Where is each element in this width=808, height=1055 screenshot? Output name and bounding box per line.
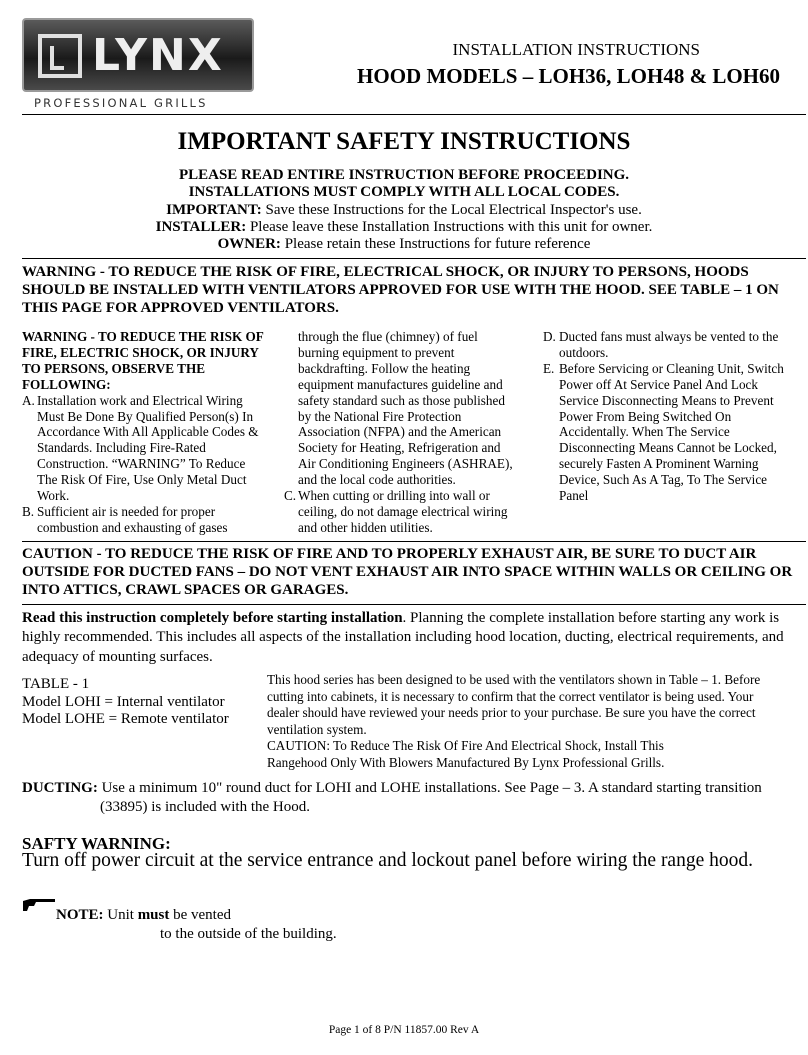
intro-line-2: INSTALLATIONS MUST COMPLY WITH ALL LOCAL CODES. bbox=[188, 184, 620, 201]
note-emphasis: must bbox=[137, 907, 170, 923]
ducting-label: DUCTING: bbox=[22, 780, 98, 796]
logo-tagline: PROFESSIONAL GRILLS bbox=[34, 96, 208, 110]
warning-main: WARNING - TO REDUCE THE RISK OF FIRE, ELECTRICAL SHOCK, OR INJURY TO PERSONS, HOODS SHOULD BE INSTALLED WITH VENTILATORS APPROVED FOR USE WITH THE HOOD. SEE TABLE – 1 ON THIS PAGE FOR APPROVED VENTILATORS. bbox=[22, 264, 779, 316]
item-label: B. bbox=[22, 503, 35, 519]
note-line-1 bbox=[56, 906, 337, 925]
table-note-caution-1: CAUTION: To Reduce The Risk Of Fire And Electrical Shock, Install This bbox=[267, 738, 664, 754]
note-label: NOTE: bbox=[56, 907, 104, 923]
logo-plate bbox=[22, 18, 254, 92]
intro-block bbox=[0, 167, 808, 253]
ducting-line-1 bbox=[22, 779, 792, 798]
item-text: Before Servicing or Cleaning Unit, Switch Power off At Service Panel And Lock Service Disconnecting Means to Prevent Power From Being Switched On Accidentally. When The Service Disconnecting Means Cannot be Locked, securely Fasten A Prominent Warning Device, Such As A Tag, To The Service Panel bbox=[559, 360, 784, 504]
column-2 bbox=[284, 329, 514, 536]
intro-line-1: PLEASE READ ENTIRE INSTRUCTION BEFORE PROCEEDING. bbox=[178, 167, 630, 183]
item-label-blank bbox=[284, 329, 298, 488]
ducting-text: Use a minimum 10" round duct for LOHI and LOHE installations. See Page – 3. A standard starting transition bbox=[97, 780, 762, 796]
divider bbox=[22, 604, 806, 605]
table-1 bbox=[22, 676, 229, 729]
table-note bbox=[267, 672, 787, 772]
safety-warning-text: Turn off power circuit at the service entrance and lockout panel before wiring the range hood. bbox=[22, 850, 753, 871]
logo-brand: LYNX bbox=[92, 30, 224, 81]
note-block bbox=[56, 906, 337, 944]
note-line-2: to the outside of the building. bbox=[160, 926, 337, 942]
divider bbox=[22, 258, 806, 259]
list-item-d bbox=[543, 329, 791, 361]
item-text: Installation work and Electrical Wiring Must Be Done By Qualified Person(s) In Accordance With All Applicable Codes & Standards. Including Fire-Rated Construction. “WARNING” To Reduce The Risk Of Fire, Use Only Metal Duct Work. bbox=[37, 392, 259, 504]
note-text: be vented bbox=[169, 907, 231, 923]
ducting-line-2: (33895) is included with the Hood. bbox=[100, 799, 310, 815]
safety-warning-heading: SAFTY WARNING: bbox=[22, 834, 171, 853]
column-3 bbox=[543, 329, 791, 504]
item-text: through the flue (chimney) of fuel burning equipment to prevent backdrafting. Follow the heating equipment manufactures guideline and safety standard such as those published by the National Fire Protection Association (NFPA) and the American Society for Heating, Refrigeration and Air Conditioning Engineers (ASHRAE), and the local code authorities. bbox=[298, 329, 513, 488]
list-item-c bbox=[284, 488, 514, 536]
item-label: E. bbox=[543, 360, 555, 376]
item-label: D. bbox=[543, 329, 556, 344]
list-item-a bbox=[22, 393, 264, 504]
intro-installer bbox=[0, 219, 808, 236]
item-label: C. bbox=[284, 488, 297, 504]
item-text: When cutting or drilling into wall or ceiling, do not damage electrical wiring and other hidden utilities. bbox=[298, 488, 508, 535]
warning-heading: WARNING - TO REDUCE THE RISK OF FIRE, ELECTRIC SHOCK, OR INJURY TO PERSONS, OBSERVE THE FOLLOWING: bbox=[22, 329, 264, 392]
installer-text: Please leave these Installation Instructions with this unit for owner. bbox=[246, 218, 653, 235]
read-this-text: . Planning the complete installation before starting any work is highly recommended. This includes all aspects of the installation including hood location, ducting, electrical requirements, and adequacy of mounting surfaces. bbox=[22, 610, 784, 665]
note-text: Unit bbox=[103, 907, 138, 923]
read-this-paragraph bbox=[22, 609, 784, 667]
lynx-logo bbox=[22, 18, 254, 110]
item-text: Ducted fans must always be vented to the outdoors. bbox=[559, 329, 779, 360]
owner-label: OWNER: bbox=[217, 236, 281, 253]
column-1 bbox=[22, 329, 264, 536]
pointing-hand-icon bbox=[22, 898, 56, 914]
intro-important bbox=[0, 202, 808, 219]
divider bbox=[22, 114, 806, 115]
intro-owner bbox=[0, 236, 808, 253]
logo-mark-icon bbox=[38, 34, 82, 78]
list-item-b bbox=[22, 504, 264, 536]
important-text: Save these Instructions for the Local Electrical Inspector's use. bbox=[261, 201, 642, 218]
caution-block: CAUTION - TO REDUCE THE RISK OF FIRE AND TO PROPERLY EXHAUST AIR, BE SURE TO DUCT AIR OUTSIDE FOR DUCTED FANS – DO NOT VENT EXHAUST AIR INTO SPACE WITHIN WALLS OR CEILING OR INTO ATTICS, CRAWL SPACES OR GARAGES. bbox=[22, 546, 793, 598]
read-this-bold: Read this instruction completely before starting installation bbox=[22, 610, 403, 626]
list-item-e bbox=[543, 361, 791, 504]
page-title: IMPORTANT SAFETY INSTRUCTIONS bbox=[177, 128, 631, 155]
divider bbox=[22, 541, 806, 542]
header-title: HOOD MODELS – LOH36, LOH48 & LOH60 bbox=[357, 64, 780, 88]
owner-text: Please retain these Instructions for future reference bbox=[280, 236, 591, 253]
important-label: IMPORTANT: bbox=[166, 201, 262, 218]
table-note-paragraph: This hood series has been designed to be used with the ventilators shown in Table – 1. Before cutting into cabinets, it is necessary to confirm that the correct ventilator is being used. Your dealer should have reviewed your needs prior to your purchase. Be sure you have the correct ventilation system. bbox=[267, 672, 761, 737]
table-row: Model LOHE = Remote ventilator bbox=[22, 711, 229, 727]
item-label: A. bbox=[22, 392, 35, 408]
list-item-b-cont bbox=[284, 329, 514, 488]
installer-label: INSTALLER: bbox=[155, 218, 247, 235]
page-footer: Page 1 of 8 P/N 11857.00 Rev A bbox=[328, 1024, 480, 1036]
table-row: Model LOHI = Internal ventilator bbox=[22, 693, 225, 710]
table-note-caution-2: Rangehood Only With Blowers Manufactured By Lynx Professional Grills. bbox=[267, 754, 665, 770]
ducting-block bbox=[22, 779, 792, 817]
item-text: Sufficient air is needed for proper combustion and exhausting of gases bbox=[37, 503, 228, 535]
header-subtitle: INSTALLATION INSTRUCTIONS bbox=[452, 40, 700, 59]
table-title: TABLE - 1 bbox=[22, 676, 90, 692]
